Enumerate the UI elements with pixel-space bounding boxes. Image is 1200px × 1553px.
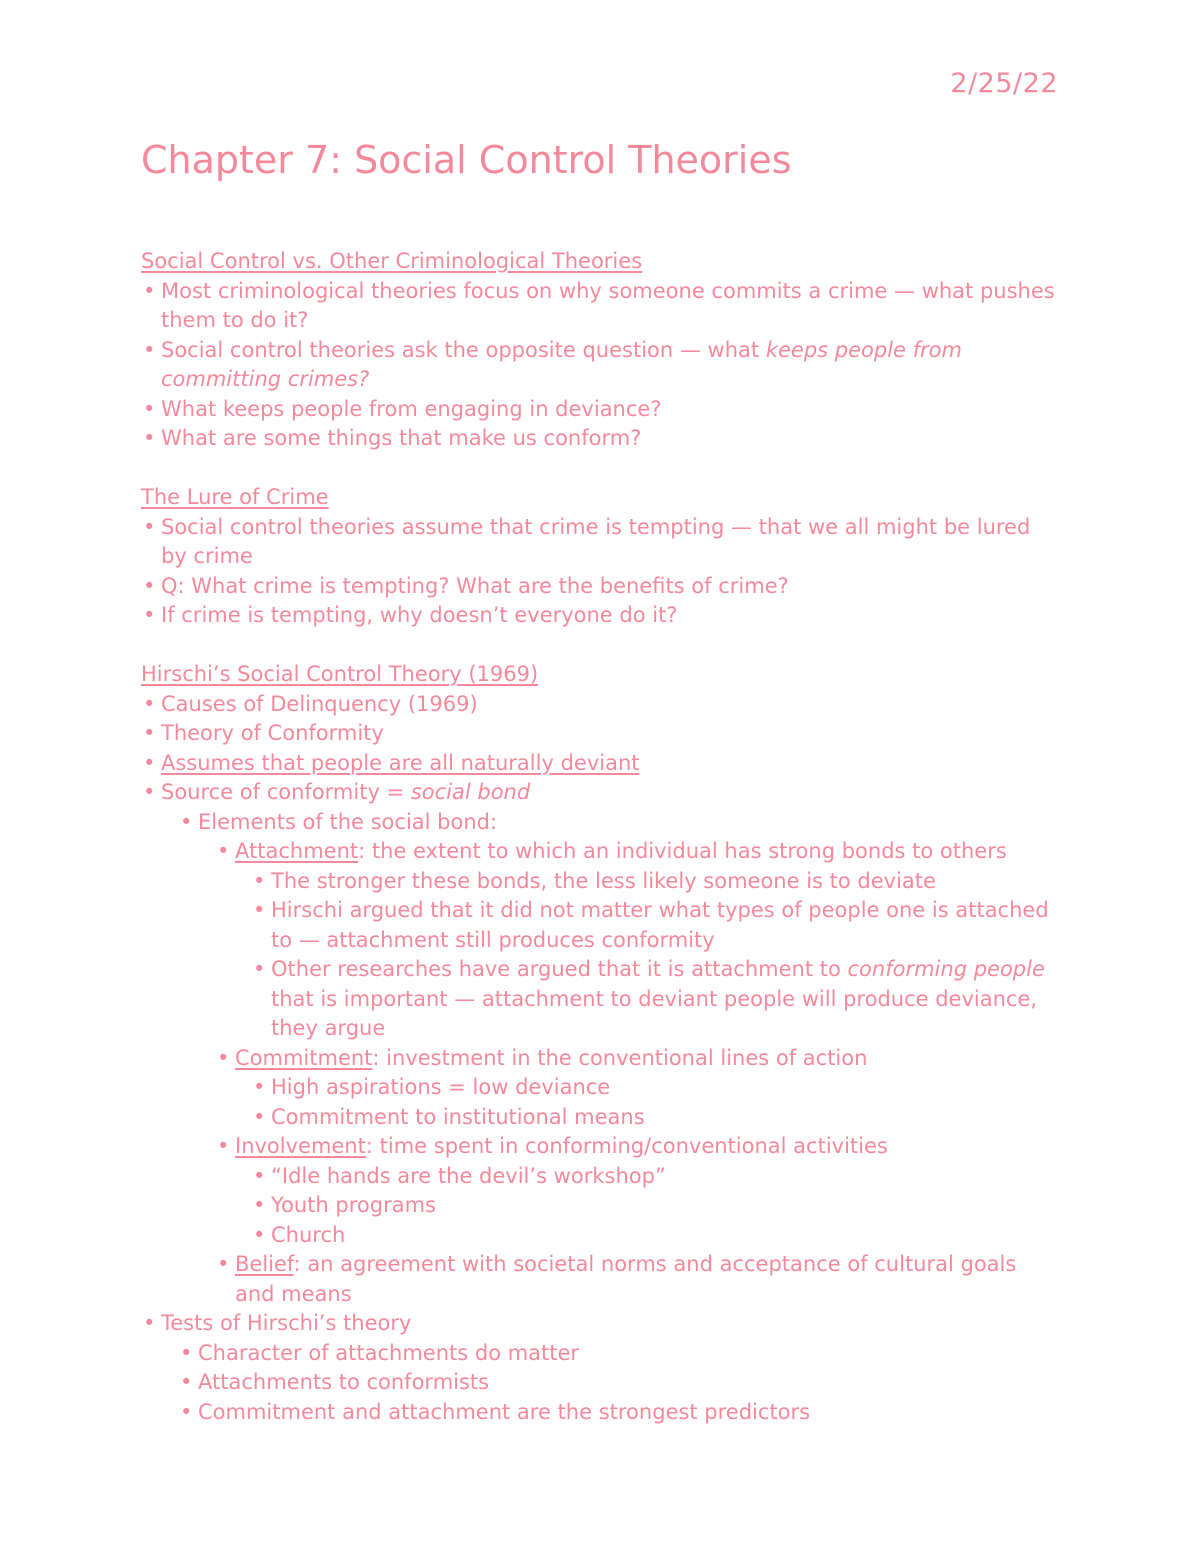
list-item: • Assumes that people are all naturally deviant xyxy=(141,749,1061,779)
list-item: • Hirschi argued that it did not matter what types of people one is attached to — attachment still produces conformity xyxy=(251,896,1061,955)
sub-list xyxy=(235,1073,1061,1132)
section-heading: Hirschi’s Social Control Theory (1969) xyxy=(141,662,539,686)
bullet-list xyxy=(141,277,1061,454)
list-item: • Most criminological theories focus on why someone commits a crime — what pushes them to do it? xyxy=(141,277,1061,336)
list-item: • Source of conformity = social bond • Elements of the social bond: • Attachment: the extent to which an individual has strong bonds to others • The stronger these bonds, the less likely someone is to deviate • Hirschi argued that it did not matter what types of people one is attached to — attachment still produces conformity • Other researches have argued that it is attachment to conforming people that is important — attachment to deviant people will produce deviance, they argue • Commitment: investment in the conventional lines of action • High aspirations = low deviance • Commitment to institutional means • Involvement: time spent in conforming/conventional activities • “Idle hands are the devil’s workshop” • Youth programs • Church • Belief: an agreement with societal norms and acceptance of cultural goals and means xyxy=(141,778,1061,1309)
list-item: • Character of attachments do matter xyxy=(178,1339,1061,1369)
list-item: • Q: What crime is tempting? What are the benefits of crime? xyxy=(141,572,1061,602)
list-item-commitment: • Commitment: investment in the conventional lines of action • High aspirations = low deviance • Commitment to institutional means xyxy=(215,1044,1061,1133)
sub-list xyxy=(198,837,1061,1309)
bullet-list xyxy=(141,513,1061,631)
bullet-list xyxy=(141,690,1061,1428)
list-item: • Church xyxy=(251,1221,1061,1251)
list-item: • What keeps people from engaging in deviance? xyxy=(141,395,1061,425)
list-item: • Social control theories ask the opposite question — what keeps people from committing crimes? xyxy=(141,336,1061,395)
list-item: • Causes of Delinquency (1969) xyxy=(141,690,1061,720)
list-item: • Elements of the social bond: • Attachment: the extent to which an individual has strong bonds to others • The stronger these bonds, the less likely someone is to deviate • Hirschi argued that it did not matter what types of people one is attached to — attachment still produces conformity • Other researches have argued that it is attachment to conforming people that is important — attachment to deviant people will produce deviance, they argue • Commitment: investment in the conventional lines of action • High aspirations = low deviance • Commitment to institutional means • Involvement: time spent in conforming/conventional activities • “Idle hands are the devil’s workshop” • Youth programs • Church • Belief: an agreement with societal norms and acceptance of cultural goals and means xyxy=(178,808,1061,1310)
list-item: • Commitment and attachment are the strongest predictors xyxy=(178,1398,1061,1428)
list-item-involvement: • Involvement: time spent in conforming/conventional activities • “Idle hands are the devil’s workshop” • Youth programs • Church xyxy=(215,1132,1061,1250)
list-item: • Tests of Hirschi’s theory • Character of attachments do matter • Attachments to conformists • Commitment and attachment are the strongest predictors xyxy=(141,1309,1061,1427)
section-lure-of-crime xyxy=(141,483,1061,631)
list-item: • High aspirations = low deviance xyxy=(251,1073,1061,1103)
list-item: • Attachments to conformists xyxy=(178,1368,1061,1398)
section-hirschi-theory xyxy=(141,660,1061,1427)
sub-list xyxy=(235,1162,1061,1251)
notes-body xyxy=(141,247,1061,1457)
page-title: Chapter 7: Social Control Theories xyxy=(141,138,792,182)
list-item: • “Idle hands are the devil’s workshop” xyxy=(251,1162,1061,1192)
section-social-control-vs-other xyxy=(141,247,1061,454)
list-item: • Youth programs xyxy=(251,1191,1061,1221)
section-heading: The Lure of Crime xyxy=(141,485,329,509)
list-item: • Theory of Conformity xyxy=(141,719,1061,749)
list-item-attachment: • Attachment: the extent to which an individual has strong bonds to others • The stronger these bonds, the less likely someone is to deviate • Hirschi argued that it did not matter what types of people one is attached to — attachment still produces conformity • Other researches have argued that it is attachment to conforming people that is important — attachment to deviant people will produce deviance, they argue xyxy=(215,837,1061,1044)
list-item: • If crime is tempting, why doesn’t everyone do it? xyxy=(141,601,1061,631)
list-item: • Social control theories assume that crime is tempting — that we all might be lured by crime xyxy=(141,513,1061,572)
list-item: • The stronger these bonds, the less likely someone is to deviate xyxy=(251,867,1061,897)
list-item: • What are some things that make us conform? xyxy=(141,424,1061,454)
sub-list xyxy=(161,808,1061,1310)
sub-list xyxy=(235,867,1061,1044)
list-item: • Other researches have argued that it is attachment to conforming people that is important — attachment to deviant people will produce deviance, they argue xyxy=(251,955,1061,1044)
sub-list xyxy=(161,1339,1061,1428)
list-item-belief: • Belief: an agreement with societal norms and acceptance of cultural goals and means xyxy=(215,1250,1061,1309)
section-heading: Social Control vs. Other Criminological Theories xyxy=(141,249,643,273)
list-item: • Commitment to institutional means xyxy=(251,1103,1061,1133)
note-date: 2/25/22 xyxy=(950,68,1058,99)
